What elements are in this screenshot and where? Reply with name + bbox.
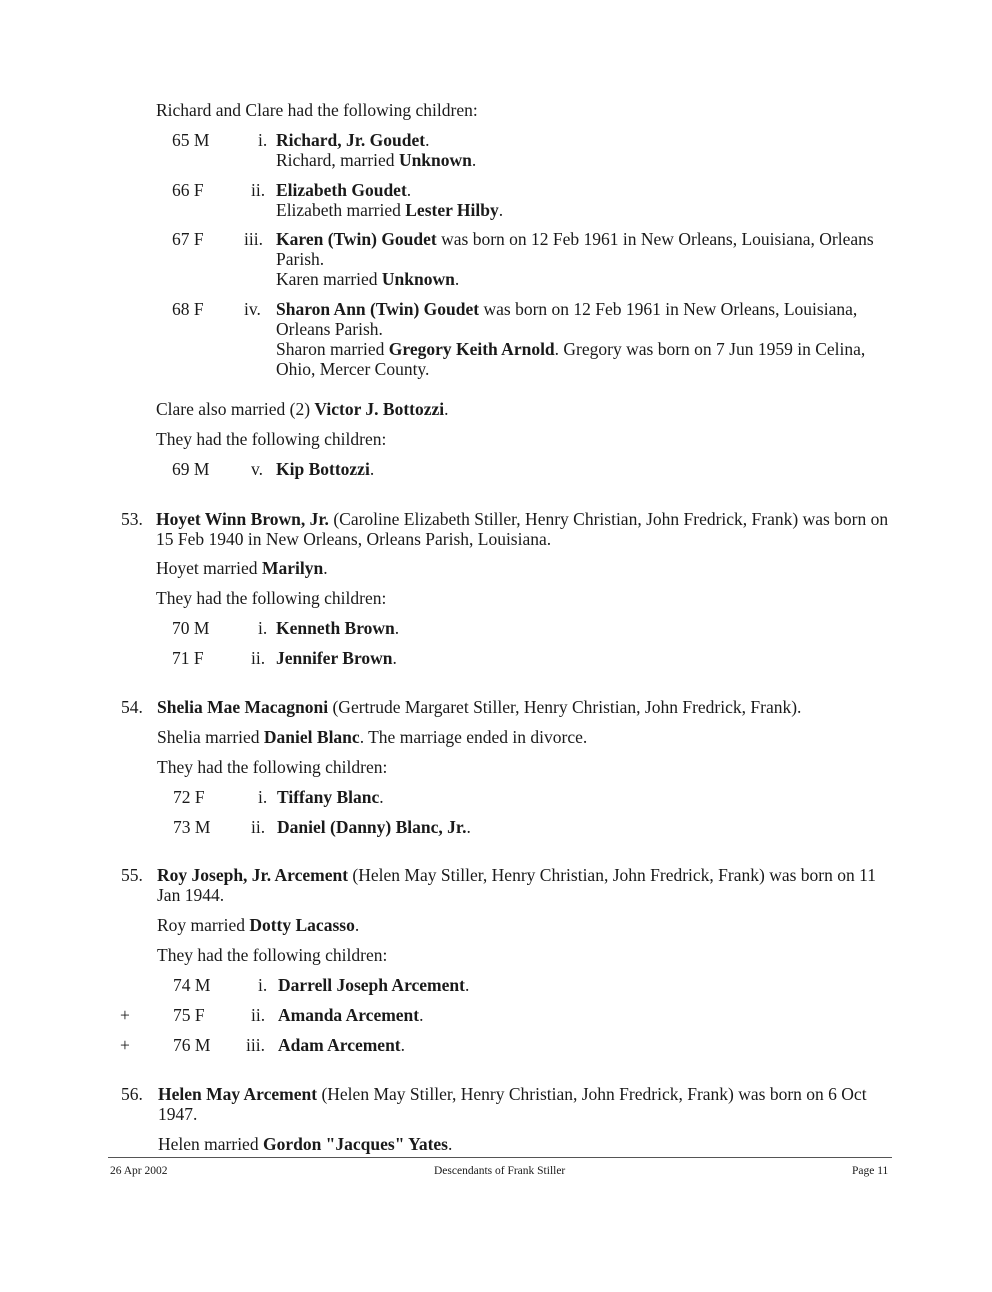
child-text: Karen (Twin) Goudet was born on 12 Feb 1961 in New Orleans, Louisiana, Orleans Parish. (276, 229, 874, 269)
child-number: 70 M (172, 618, 210, 638)
spouse-name: Marilyn (261, 558, 324, 578)
intro-line: Richard and Clare had the following children: (156, 100, 478, 120)
spouse-name: Unknown (398, 150, 472, 170)
child-roman: iii. (244, 229, 263, 249)
child-text: Adam Arcement. (278, 1035, 406, 1055)
marriage-line: Roy married Dotty Lacasso. (157, 915, 360, 935)
child-text: Elizabeth Goudet. (276, 180, 412, 200)
child-name: Kenneth Brown (276, 618, 395, 638)
child-number: 65 M (172, 130, 210, 150)
child-roman: iv. (244, 299, 261, 319)
child-name: Richard, Jr. Goudet (276, 130, 426, 150)
child-roman: ii. (251, 817, 266, 837)
child-roman: i. (258, 618, 268, 638)
spouse-name: Gordon "Jacques" Yates (262, 1134, 448, 1154)
has-descendants-marker: + (120, 1035, 130, 1055)
child-roman: i. (258, 130, 268, 150)
child-number: 75 F (173, 1005, 205, 1025)
marriage-line: Hoyet married Marilyn. (156, 558, 328, 578)
child-roman: ii. (251, 648, 266, 668)
child-name: Amanda Arcement (278, 1005, 420, 1025)
second-marriage-line: Clare also married (2) Victor J. Bottozzi. (156, 399, 449, 419)
entry-number: 53. (121, 509, 143, 529)
child-roman: v. (251, 459, 263, 479)
child-text: Richard, Jr. Goudet. (276, 130, 430, 150)
entry-number: 54. (121, 697, 143, 717)
child-number: 72 F (173, 787, 205, 807)
marriage-line: Helen married Gordon "Jacques" Yates. (158, 1134, 453, 1154)
child-name: Tiffany Blanc (277, 787, 380, 807)
child-text: Jennifer Brown. (276, 648, 397, 668)
entry-text: Hoyet Winn Brown, Jr. (Caroline Elizabeth Stiller, Henry Christian, John Fredrick, Frank) was born on 15 Feb 1940 in New Orleans, Orleans Parish, Louisiana. (156, 509, 889, 549)
child-name: Kip Bottozzi (276, 459, 370, 479)
child-roman: ii. (251, 180, 266, 200)
children-intro: They had the following children: (156, 588, 387, 608)
entry-text: Shelia Mae Macagnoni (Gertrude Margaret Stiller, Henry Christian, John Fredrick, Frank). (157, 697, 802, 717)
marriage-line: Elizabeth married Lester Hilby. (276, 200, 504, 220)
child-number: 76 M (173, 1035, 211, 1055)
marriage-line: Karen married Unknown. (276, 269, 460, 289)
footer-page-number: Page 11 (852, 1165, 889, 1177)
child-number: 66 F (172, 180, 204, 200)
marriage-line: Richard, married Unknown. (276, 150, 477, 170)
child-text: Kip Bottozzi. (276, 459, 375, 479)
person-name: Hoyet Winn Brown, Jr. (156, 509, 329, 529)
child-name: Jennifer Brown (276, 648, 393, 668)
children-intro: They had the following children: (157, 757, 388, 777)
spouse-name: Victor J. Bottozzi (314, 399, 445, 419)
child-name: Sharon Ann (Twin) Goudet (276, 299, 480, 319)
has-descendants-marker: + (120, 1005, 130, 1025)
child-number: 71 F (172, 648, 204, 668)
child-name: Adam Arcement (278, 1035, 401, 1055)
spouse-name: Dotty Lacasso (249, 915, 355, 935)
child-text: Darrell Joseph Arcement. (278, 975, 470, 995)
child-name: Darrell Joseph Arcement (278, 975, 465, 995)
child-name: Daniel (Danny) Blanc, Jr. (277, 817, 467, 837)
child-number: 74 M (173, 975, 211, 995)
child-roman: i. (258, 787, 268, 807)
footer-divider (108, 1157, 892, 1158)
marriage-line: Shelia married Daniel Blanc. The marriage ended in divorce. (157, 727, 588, 747)
entry-text: Helen May Arcement (Helen May Stiller, Henry Christian, John Fredrick, Frank) was born on 6 Oct 1947. (158, 1084, 867, 1124)
child-roman: iii. (246, 1035, 265, 1055)
child-text: Amanda Arcement. (278, 1005, 424, 1025)
spouse-name: Gregory Keith Arnold (388, 339, 555, 359)
footer-date: 26 Apr 2002 (110, 1165, 168, 1177)
child-number: 68 F (172, 299, 204, 319)
child-roman: ii. (251, 1005, 266, 1025)
child-text: Sharon Ann (Twin) Goudet was born on 12 Feb 1961 in New Orleans, Louisiana, Orleans Parish. (276, 299, 858, 339)
spouse-name: Unknown (381, 269, 455, 289)
child-name: Elizabeth Goudet (276, 180, 407, 200)
child-number: 73 M (173, 817, 211, 837)
child-name: Karen (Twin) Goudet (276, 229, 437, 249)
entry-number: 56. (121, 1084, 143, 1104)
footer-title: Descendants of Frank Stiller (434, 1165, 566, 1177)
child-text: Daniel (Danny) Blanc, Jr.. (277, 817, 471, 837)
entry-text: Roy Joseph, Jr. Arcement (Helen May Stiller, Henry Christian, John Fredrick, Frank) was born on 11 Jan 1944. (157, 865, 876, 905)
children-intro: They had the following children: (156, 429, 387, 449)
entry-number: 55. (121, 865, 143, 885)
child-text: Kenneth Brown. (276, 618, 400, 638)
person-name: Shelia Mae Macagnoni (157, 697, 329, 717)
child-text: Tiffany Blanc. (277, 787, 384, 807)
child-roman: i. (258, 975, 268, 995)
person-name: Roy Joseph, Jr. Arcement (157, 865, 349, 885)
spouse-name: Lester Hilby (405, 200, 499, 220)
child-number: 69 M (172, 459, 210, 479)
person-name: Helen May Arcement (158, 1084, 318, 1104)
spouse-name: Daniel Blanc (263, 727, 360, 747)
marriage-line: Sharon married Gregory Keith Arnold. Gregory was born on 7 Jun 1959 in Celina, Ohio, Mercer County. (276, 339, 866, 379)
children-intro: They had the following children: (157, 945, 388, 965)
child-number: 67 F (172, 229, 204, 249)
